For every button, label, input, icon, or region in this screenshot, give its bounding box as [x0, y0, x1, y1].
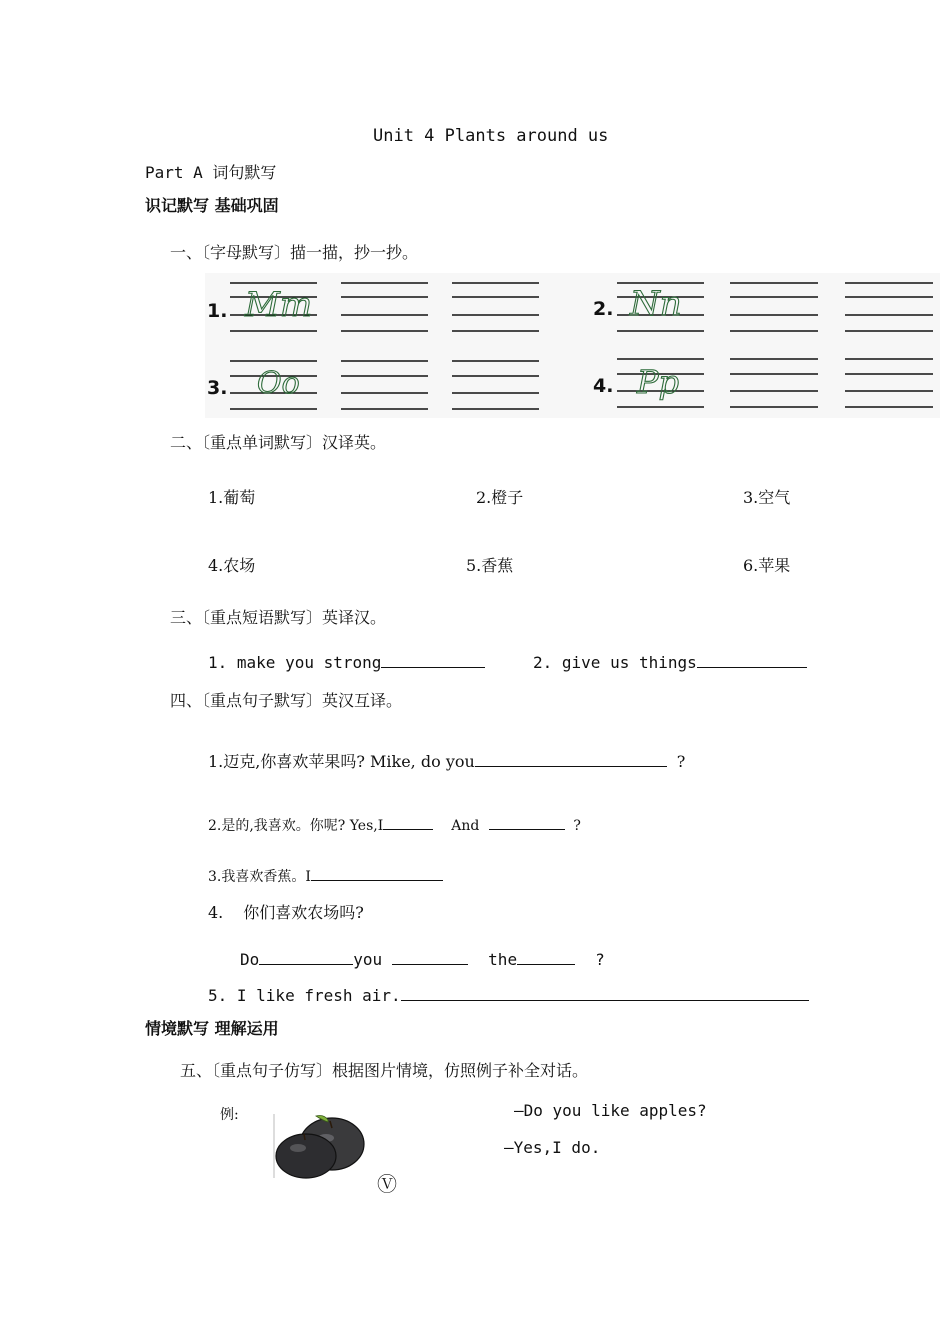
- sentence-text: 你们喜欢农场吗?: [243, 903, 364, 922]
- sentence-text: And: [451, 818, 480, 834]
- sentence-item-2: [208, 815, 581, 835]
- answer-blank[interactable]: [697, 653, 807, 668]
- answer-blank[interactable]: [475, 752, 667, 767]
- letter-item-number: 3.: [207, 377, 228, 399]
- dialogue-answer: —Yes,I do.: [504, 1138, 601, 1157]
- section-5-label: 五、〔重点句子仿写〕根据图片情境，仿照例子补全对话。: [180, 1061, 589, 1080]
- phrase-item: [533, 653, 807, 672]
- sentence-text: 1.迈克,你喜欢苹果吗? Mike, do you: [208, 752, 475, 771]
- sentence-text: you: [353, 950, 383, 969]
- answer-blank[interactable]: [259, 950, 353, 965]
- answer-blank[interactable]: [311, 866, 443, 881]
- question-mark: ?: [676, 752, 686, 771]
- phrase-text: 1. make you strong: [208, 653, 382, 672]
- sentence-item-4: [208, 900, 364, 923]
- sentence-text: 5. I like fresh air.: [208, 986, 401, 1005]
- letter-trace: Pp: [637, 363, 680, 401]
- question-mark: ?: [573, 818, 581, 834]
- section-3-label: 三、〔重点短语默写〕英译汉。: [170, 608, 387, 627]
- section-group-heading: 情境默写 理解运用: [145, 1019, 279, 1038]
- word-item: 5.香蕉: [466, 556, 514, 575]
- letter-item-number: 2.: [593, 298, 614, 320]
- part-a-heading: Part A 词句默写: [145, 163, 277, 182]
- section-4-label: 四、〔重点句子默写〕英汉互译。: [170, 691, 403, 710]
- sentence-item-4-answer: [240, 950, 605, 969]
- apple-icon: [272, 1112, 370, 1180]
- letter-item-number: 4.: [593, 375, 614, 397]
- letter-trace: Nn: [630, 284, 682, 324]
- sentence-text: 2.是的,我喜欢。你呢? Yes,I: [208, 818, 384, 834]
- sentence-item-1: [208, 749, 685, 772]
- question-mark: ?: [595, 950, 605, 969]
- answer-blank[interactable]: [381, 653, 485, 668]
- word-item: 6.苹果: [743, 556, 791, 575]
- sentence-text: Do: [240, 950, 260, 969]
- section-1-label: 一、〔字母默写〕描一描，抄一抄。: [170, 243, 419, 262]
- word-item: 3.空气: [743, 488, 791, 507]
- sentence-text: the: [488, 950, 518, 969]
- answer-blank[interactable]: [401, 986, 809, 1001]
- dialogue-question: —Do you like apples?: [514, 1101, 707, 1120]
- phrase-item: [208, 653, 485, 672]
- handwriting-lines: [205, 273, 940, 418]
- handwriting-practice-area: [205, 273, 940, 418]
- letter-item-number: 1.: [207, 300, 228, 322]
- example-label: 例:: [220, 1107, 239, 1123]
- word-item: 4.农场: [208, 556, 256, 575]
- word-item: 1.葡萄: [208, 488, 256, 507]
- sentence-item-5: [208, 986, 809, 1005]
- answer-blank[interactable]: [392, 950, 468, 965]
- section-group-heading: 识记默写 基础巩固: [145, 196, 279, 215]
- answer-blank[interactable]: [517, 950, 575, 965]
- letter-trace: Mm: [245, 285, 313, 325]
- answer-blank[interactable]: [489, 815, 565, 830]
- sentence-text: 3.我喜欢香蕉。I: [208, 869, 311, 885]
- page-title: Unit 4 Plants around us: [373, 126, 609, 146]
- check-mark: Ⓥ: [377, 1172, 397, 1196]
- answer-blank[interactable]: [383, 815, 433, 830]
- item-number: 4.: [208, 903, 224, 922]
- word-item: 2.橙子: [476, 488, 524, 507]
- phrase-text: 2. give us things: [533, 653, 697, 672]
- letter-trace: Oo: [257, 366, 300, 401]
- section-2-label: 二、〔重点单词默写〕汉译英。: [170, 433, 387, 452]
- sentence-item-3: [208, 866, 443, 886]
- apples-image: [272, 1112, 370, 1180]
